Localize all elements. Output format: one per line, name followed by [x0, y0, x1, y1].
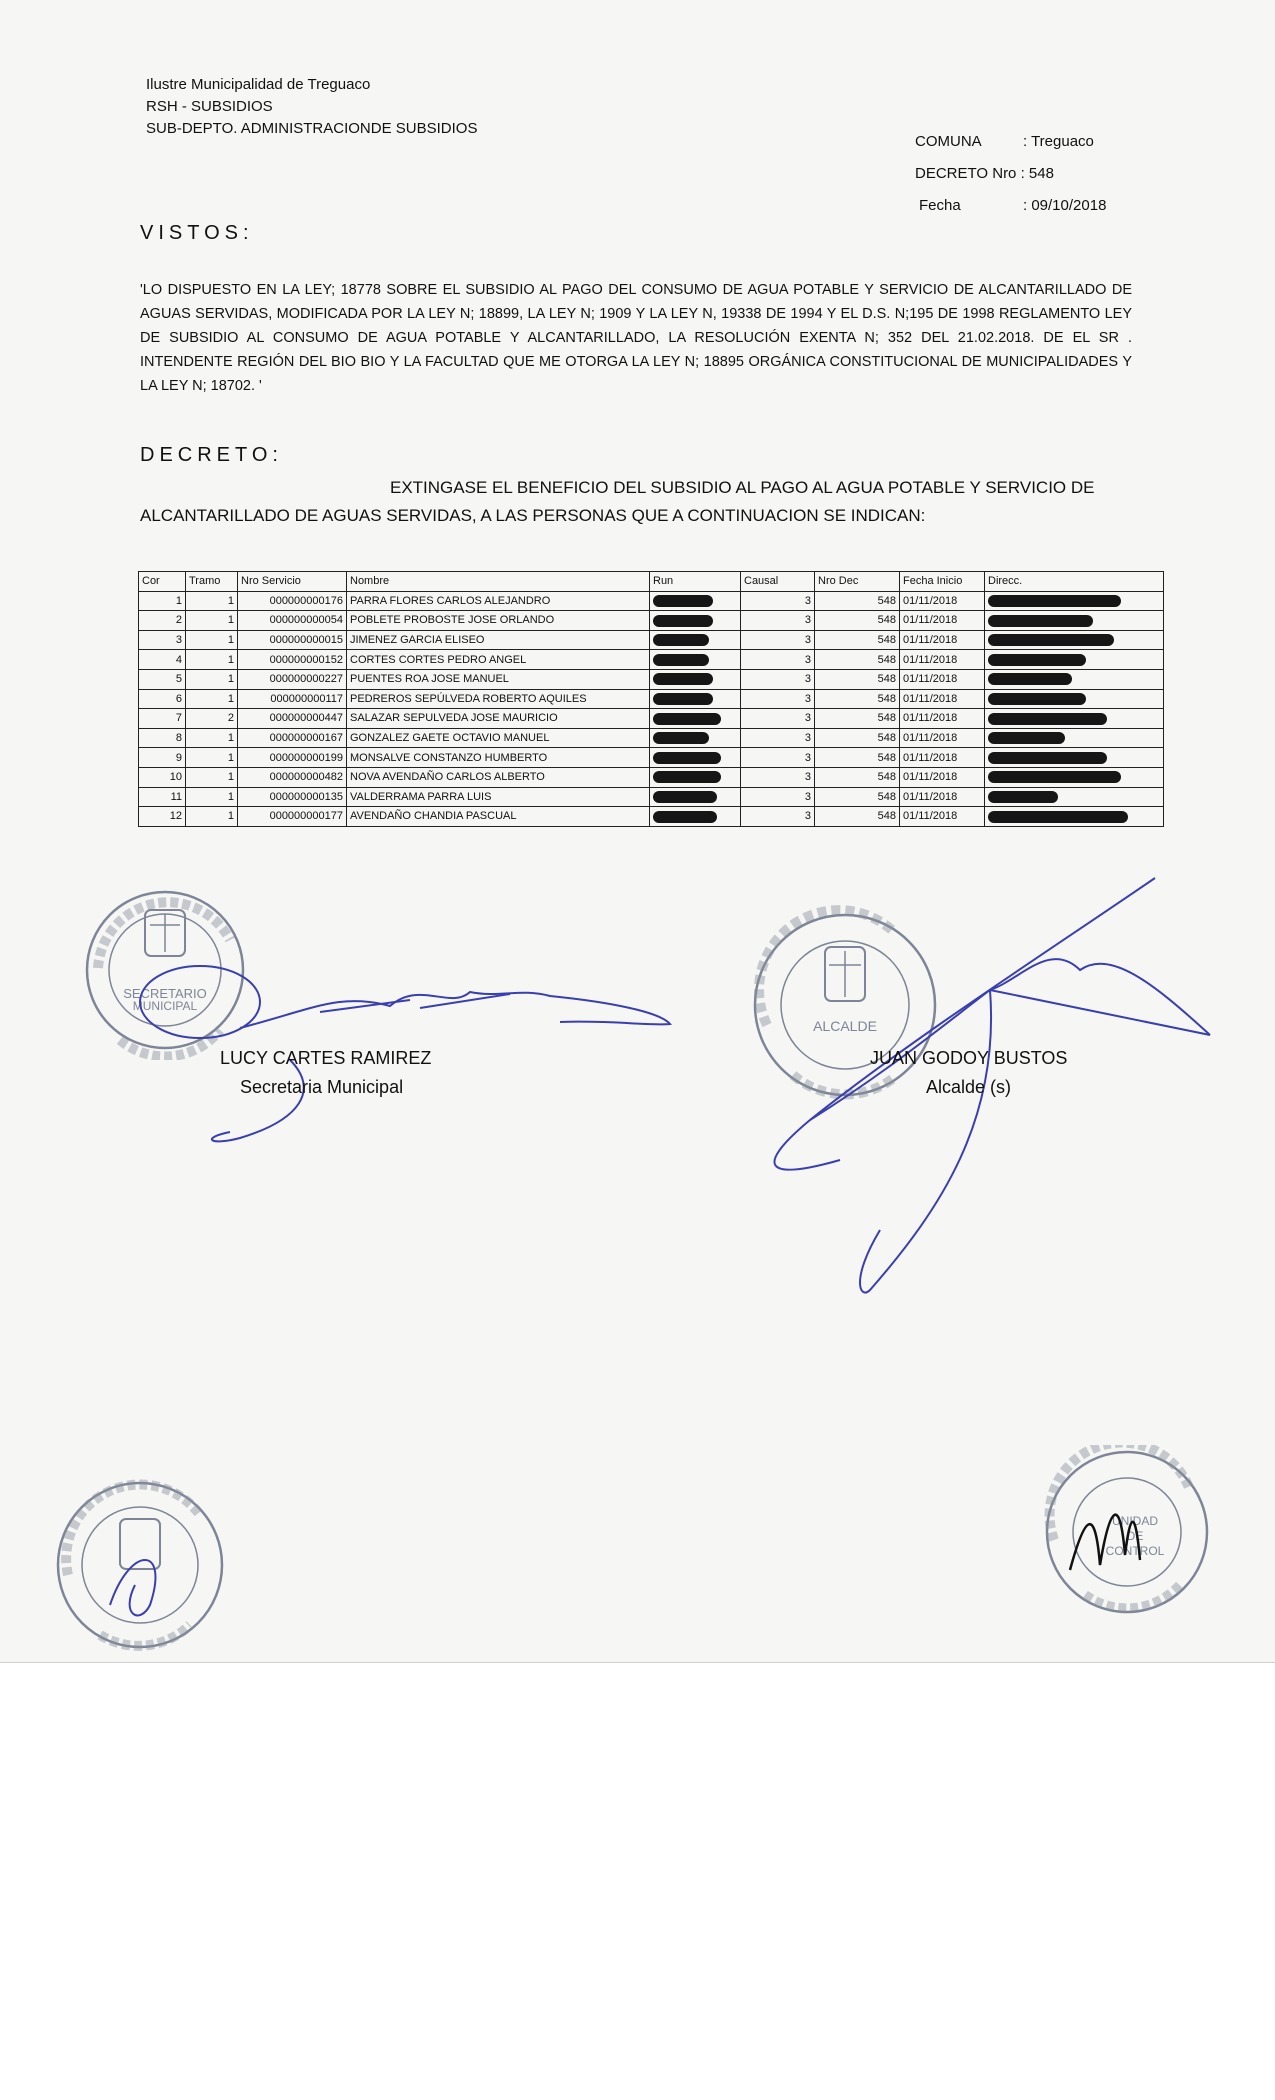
cell-nro-servicio: 000000000015: [238, 630, 347, 650]
cell-causal: 3: [741, 728, 815, 748]
cell-direccion: [985, 767, 1164, 787]
col-header: Nro Dec: [815, 572, 900, 592]
table-row: [139, 709, 1164, 729]
cell-direccion: [985, 669, 1164, 689]
redaction-mark: [653, 595, 713, 607]
col-header: Causal: [741, 572, 815, 592]
alcalde-name: JUAN GODOY BUSTOS: [870, 1048, 1068, 1068]
redaction-mark: [653, 654, 709, 666]
cell-direccion: [985, 728, 1164, 748]
redaction-mark: [988, 732, 1065, 744]
vistos-text: 'LO DISPUESTO EN LA LEY; 18778 SOBRE EL SUBSIDIO AL PAGO DEL CONSUMO DE AGUA POTABLE Y SERVICIO DE ALCANTARILLADO DE AGUAS SERVIDAS, MODIFICADA POR LA LEY N; 18899, LA LEY N; 1909 Y LA LEY N, 19338 DE 1994 Y EL D.S. N;195 DE 1998 REGLAMENTO LEY DE SUBSIDIO AL CONSUMO DE AGUA POTABLE Y ALCANTARILLADO, LA RESOLUCIÓN EXENTA N; 352 DEL 21.02.2018. DE EL SR . INTENDENTE REGIÓN DEL BIO BIO Y LA FACULTAD QUE ME OTORGA LA LEY N; 18895 ORGÁNICA CONSTITUCIONAL DE MUNICIPALIDADES Y LA LEY N; 18702. ': [140, 282, 1132, 394]
redaction-mark: [653, 752, 721, 764]
cell-nombre: VALDERRAMA PARRA LUIS: [347, 787, 650, 807]
table-header-row: [139, 572, 1164, 592]
cell-nro-servicio: 000000000177: [238, 807, 347, 827]
cell-nombre: PARRA FLORES CARLOS ALEJANDRO: [347, 591, 650, 611]
cell-causal: 3: [741, 748, 815, 768]
svg-text:MUNICIPAL: MUNICIPAL: [132, 999, 198, 1013]
table-row: [139, 767, 1164, 787]
col-header: Nro Servicio: [238, 572, 347, 592]
redaction-mark: [653, 791, 717, 803]
redaction-mark: [988, 654, 1086, 666]
table-row: [139, 807, 1164, 827]
col-header: Fecha Inicio: [900, 572, 985, 592]
redaction-mark: [653, 771, 721, 783]
right-signature-block: [870, 1048, 1110, 1098]
col-header: Nombre: [347, 572, 650, 592]
cell-run: [650, 591, 741, 611]
cell-nro-dec: 548: [815, 650, 900, 670]
redaction-mark: [988, 673, 1072, 685]
redaction-mark: [988, 634, 1114, 646]
issuer-header: [146, 74, 477, 140]
redaction-mark: [653, 673, 713, 685]
table-row: [139, 611, 1164, 631]
redaction-mark: [653, 615, 713, 627]
col-header: Direcc.: [985, 572, 1164, 592]
cell-run: [650, 630, 741, 650]
redaction-mark: [988, 615, 1093, 627]
cell-fecha-inicio: 01/11/2018: [900, 709, 985, 729]
bottom-right-stamp: [1040, 1445, 1215, 1620]
cell-tramo: 1: [186, 611, 238, 631]
cell-tramo: 1: [186, 591, 238, 611]
cell-fecha-inicio: 01/11/2018: [900, 650, 985, 670]
cell-tramo: 1: [186, 728, 238, 748]
svg-text:SECRETARIO: SECRETARIO: [123, 986, 207, 1001]
cell-fecha-inicio: 01/11/2018: [900, 669, 985, 689]
table-row: [139, 669, 1164, 689]
cell-cor: 6: [139, 689, 186, 709]
cell-nro-dec: 548: [815, 669, 900, 689]
cell-fecha-inicio: 01/11/2018: [900, 748, 985, 768]
cell-run: [650, 709, 741, 729]
cell-direccion: [985, 689, 1164, 709]
comuna-label: COMUNA: [915, 133, 982, 150]
cell-tramo: 1: [186, 689, 238, 709]
cell-cor: 4: [139, 650, 186, 670]
comuna-value: : Treguaco: [1023, 133, 1094, 150]
fecha-label: Fecha: [919, 197, 961, 214]
table-row: [139, 689, 1164, 709]
cell-fecha-inicio: 01/11/2018: [900, 630, 985, 650]
cell-causal: 3: [741, 669, 815, 689]
svg-text:CONTROL: CONTROL: [1105, 1544, 1165, 1558]
cell-tramo: 1: [186, 669, 238, 689]
decreto-heading: DECRETO:: [140, 444, 283, 466]
cell-causal: 3: [741, 591, 815, 611]
cell-nro-servicio: 000000000227: [238, 669, 347, 689]
redaction-mark: [653, 713, 721, 725]
bottom-left-stamp: [50, 1475, 230, 1655]
col-header: Cor: [139, 572, 186, 592]
cell-tramo: 1: [186, 807, 238, 827]
cell-tramo: 1: [186, 630, 238, 650]
secretaria-signature: [90, 920, 750, 1160]
cell-nro-servicio: 000000000176: [238, 591, 347, 611]
table-row: [139, 728, 1164, 748]
cell-nombre: PUENTES ROA JOSE MANUEL: [347, 669, 650, 689]
cell-fecha-inicio: 01/11/2018: [900, 787, 985, 807]
decreto-label: DECRETO Nro: [915, 165, 1017, 182]
cell-causal: 3: [741, 709, 815, 729]
decreto-value: : 548: [1020, 165, 1054, 182]
svg-text:UNIDAD: UNIDAD: [1111, 1514, 1159, 1528]
cell-fecha-inicio: 01/11/2018: [900, 807, 985, 827]
redaction-mark: [988, 752, 1107, 764]
redaction-mark: [988, 811, 1128, 823]
cell-nro-servicio: 000000000199: [238, 748, 347, 768]
cell-nro-dec: 548: [815, 591, 900, 611]
cell-nro-dec: 548: [815, 630, 900, 650]
cell-nombre: AVENDAÑO CHANDIA PASCUAL: [347, 807, 650, 827]
cell-nro-dec: 548: [815, 611, 900, 631]
cell-causal: 3: [741, 611, 815, 631]
table-row: [139, 748, 1164, 768]
cell-cor: 10: [139, 767, 186, 787]
cell-run: [650, 807, 741, 827]
cell-causal: 3: [741, 767, 815, 787]
cell-run: [650, 611, 741, 631]
cell-nro-dec: 548: [815, 728, 900, 748]
redaction-mark: [988, 791, 1058, 803]
cell-run: [650, 728, 741, 748]
cell-nro-servicio: 000000000482: [238, 767, 347, 787]
cell-causal: 3: [741, 787, 815, 807]
cell-cor: 12: [139, 807, 186, 827]
beneficiaries-table: [138, 571, 1164, 827]
cell-nombre: POBLETE PROBOSTE JOSE ORLANDO: [347, 611, 650, 631]
table-body: [139, 591, 1164, 826]
cell-tramo: 1: [186, 650, 238, 670]
cell-causal: 3: [741, 630, 815, 650]
cell-nro-servicio: 000000000117: [238, 689, 347, 709]
issuer-department: RSH - SUBSIDIOS: [146, 98, 273, 115]
cell-run: [650, 787, 741, 807]
cell-nro-dec: 548: [815, 807, 900, 827]
cell-nro-servicio: 000000000447: [238, 709, 347, 729]
cell-run: [650, 767, 741, 787]
redaction-mark: [653, 811, 717, 823]
cell-direccion: [985, 650, 1164, 670]
cell-nombre: SALAZAR SEPULVEDA JOSE MAURICIO: [347, 709, 650, 729]
cell-cor: 1: [139, 591, 186, 611]
cell-nro-servicio: 000000000135: [238, 787, 347, 807]
redaction-mark: [988, 595, 1121, 607]
issuer-subdepartment: SUB-DEPTO. ADMINISTRACIONDE SUBSIDIOS: [146, 120, 478, 137]
redaction-mark: [653, 732, 709, 744]
cell-fecha-inicio: 01/11/2018: [900, 611, 985, 631]
cell-nro-dec: 548: [815, 709, 900, 729]
cell-cor: 9: [139, 748, 186, 768]
redaction-mark: [653, 634, 709, 646]
cell-run: [650, 689, 741, 709]
cell-nro-dec: 548: [815, 689, 900, 709]
svg-text:ALCALDE: ALCALDE: [813, 1018, 877, 1034]
cell-nro-dec: 548: [815, 787, 900, 807]
cell-cor: 5: [139, 669, 186, 689]
svg-text:DE: DE: [1126, 1529, 1144, 1543]
cell-fecha-inicio: 01/11/2018: [900, 689, 985, 709]
cell-cor: 11: [139, 787, 186, 807]
alcalde-title: Alcalde (s): [926, 1077, 1012, 1097]
cell-direccion: [985, 591, 1164, 611]
cell-cor: 2: [139, 611, 186, 631]
decreto-text: EXTINGASE EL BENEFICIO DEL SUBSIDIO AL PAGO AL AGUA POTABLE Y SERVICIO DE ALCANTARILLADO DE AGUAS SERVIDAS, A LAS PERSONAS QUE A CONTINUACION SE INDICAN:: [140, 478, 1095, 525]
cell-nombre: GONZALEZ GAETE OCTAVIO MANUEL: [347, 728, 650, 748]
cell-direccion: [985, 807, 1164, 827]
decree-meta: [915, 126, 1106, 222]
cell-cor: 7: [139, 709, 186, 729]
left-signature-block: [220, 1048, 480, 1098]
cell-nro-dec: 548: [815, 767, 900, 787]
cell-direccion: [985, 787, 1164, 807]
cell-tramo: 1: [186, 767, 238, 787]
table-row: [139, 591, 1164, 611]
cell-cor: 8: [139, 728, 186, 748]
cell-nro-dec: 548: [815, 748, 900, 768]
issuer-municipality: Ilustre Municipalidad de Treguaco: [146, 76, 371, 93]
cell-fecha-inicio: 01/11/2018: [900, 591, 985, 611]
cell-tramo: 1: [186, 748, 238, 768]
cell-direccion: [985, 709, 1164, 729]
cell-direccion: [985, 611, 1164, 631]
cell-direccion: [985, 630, 1164, 650]
redaction-mark: [653, 693, 713, 705]
cell-run: [650, 650, 741, 670]
cell-nro-servicio: 000000000167: [238, 728, 347, 748]
secretaria-title: Secretaria Municipal: [240, 1077, 404, 1097]
cell-fecha-inicio: 01/11/2018: [900, 767, 985, 787]
cell-causal: 3: [741, 650, 815, 670]
fecha-value: : 09/10/2018: [1023, 197, 1107, 214]
cell-run: [650, 669, 741, 689]
cell-fecha-inicio: 01/11/2018: [900, 728, 985, 748]
table-row: [139, 630, 1164, 650]
vistos-heading: VISTOS:: [140, 222, 254, 244]
cell-causal: 3: [741, 689, 815, 709]
cell-nombre: MONSALVE CONSTANZO HUMBERTO: [347, 748, 650, 768]
cell-tramo: 1: [186, 787, 238, 807]
cell-run: [650, 748, 741, 768]
secretaria-name: LUCY CARTES RAMIREZ: [220, 1048, 432, 1068]
cell-cor: 3: [139, 630, 186, 650]
table-row: [139, 650, 1164, 670]
cell-nro-servicio: 000000000054: [238, 611, 347, 631]
cell-nombre: NOVA AVENDAÑO CARLOS ALBERTO: [347, 767, 650, 787]
col-header: Run: [650, 572, 741, 592]
redaction-mark: [988, 713, 1107, 725]
redaction-mark: [988, 693, 1086, 705]
cell-nombre: PEDREROS SEPÚLVEDA ROBERTO AQUILES: [347, 689, 650, 709]
table-row: [139, 787, 1164, 807]
cell-direccion: [985, 748, 1164, 768]
cell-nombre: JIMENEZ GARCIA ELISEO: [347, 630, 650, 650]
cell-causal: 3: [741, 807, 815, 827]
cell-nro-servicio: 000000000152: [238, 650, 347, 670]
col-header: Tramo: [186, 572, 238, 592]
cell-tramo: 2: [186, 709, 238, 729]
redaction-mark: [988, 771, 1121, 783]
cell-nombre: CORTES CORTES PEDRO ANGEL: [347, 650, 650, 670]
